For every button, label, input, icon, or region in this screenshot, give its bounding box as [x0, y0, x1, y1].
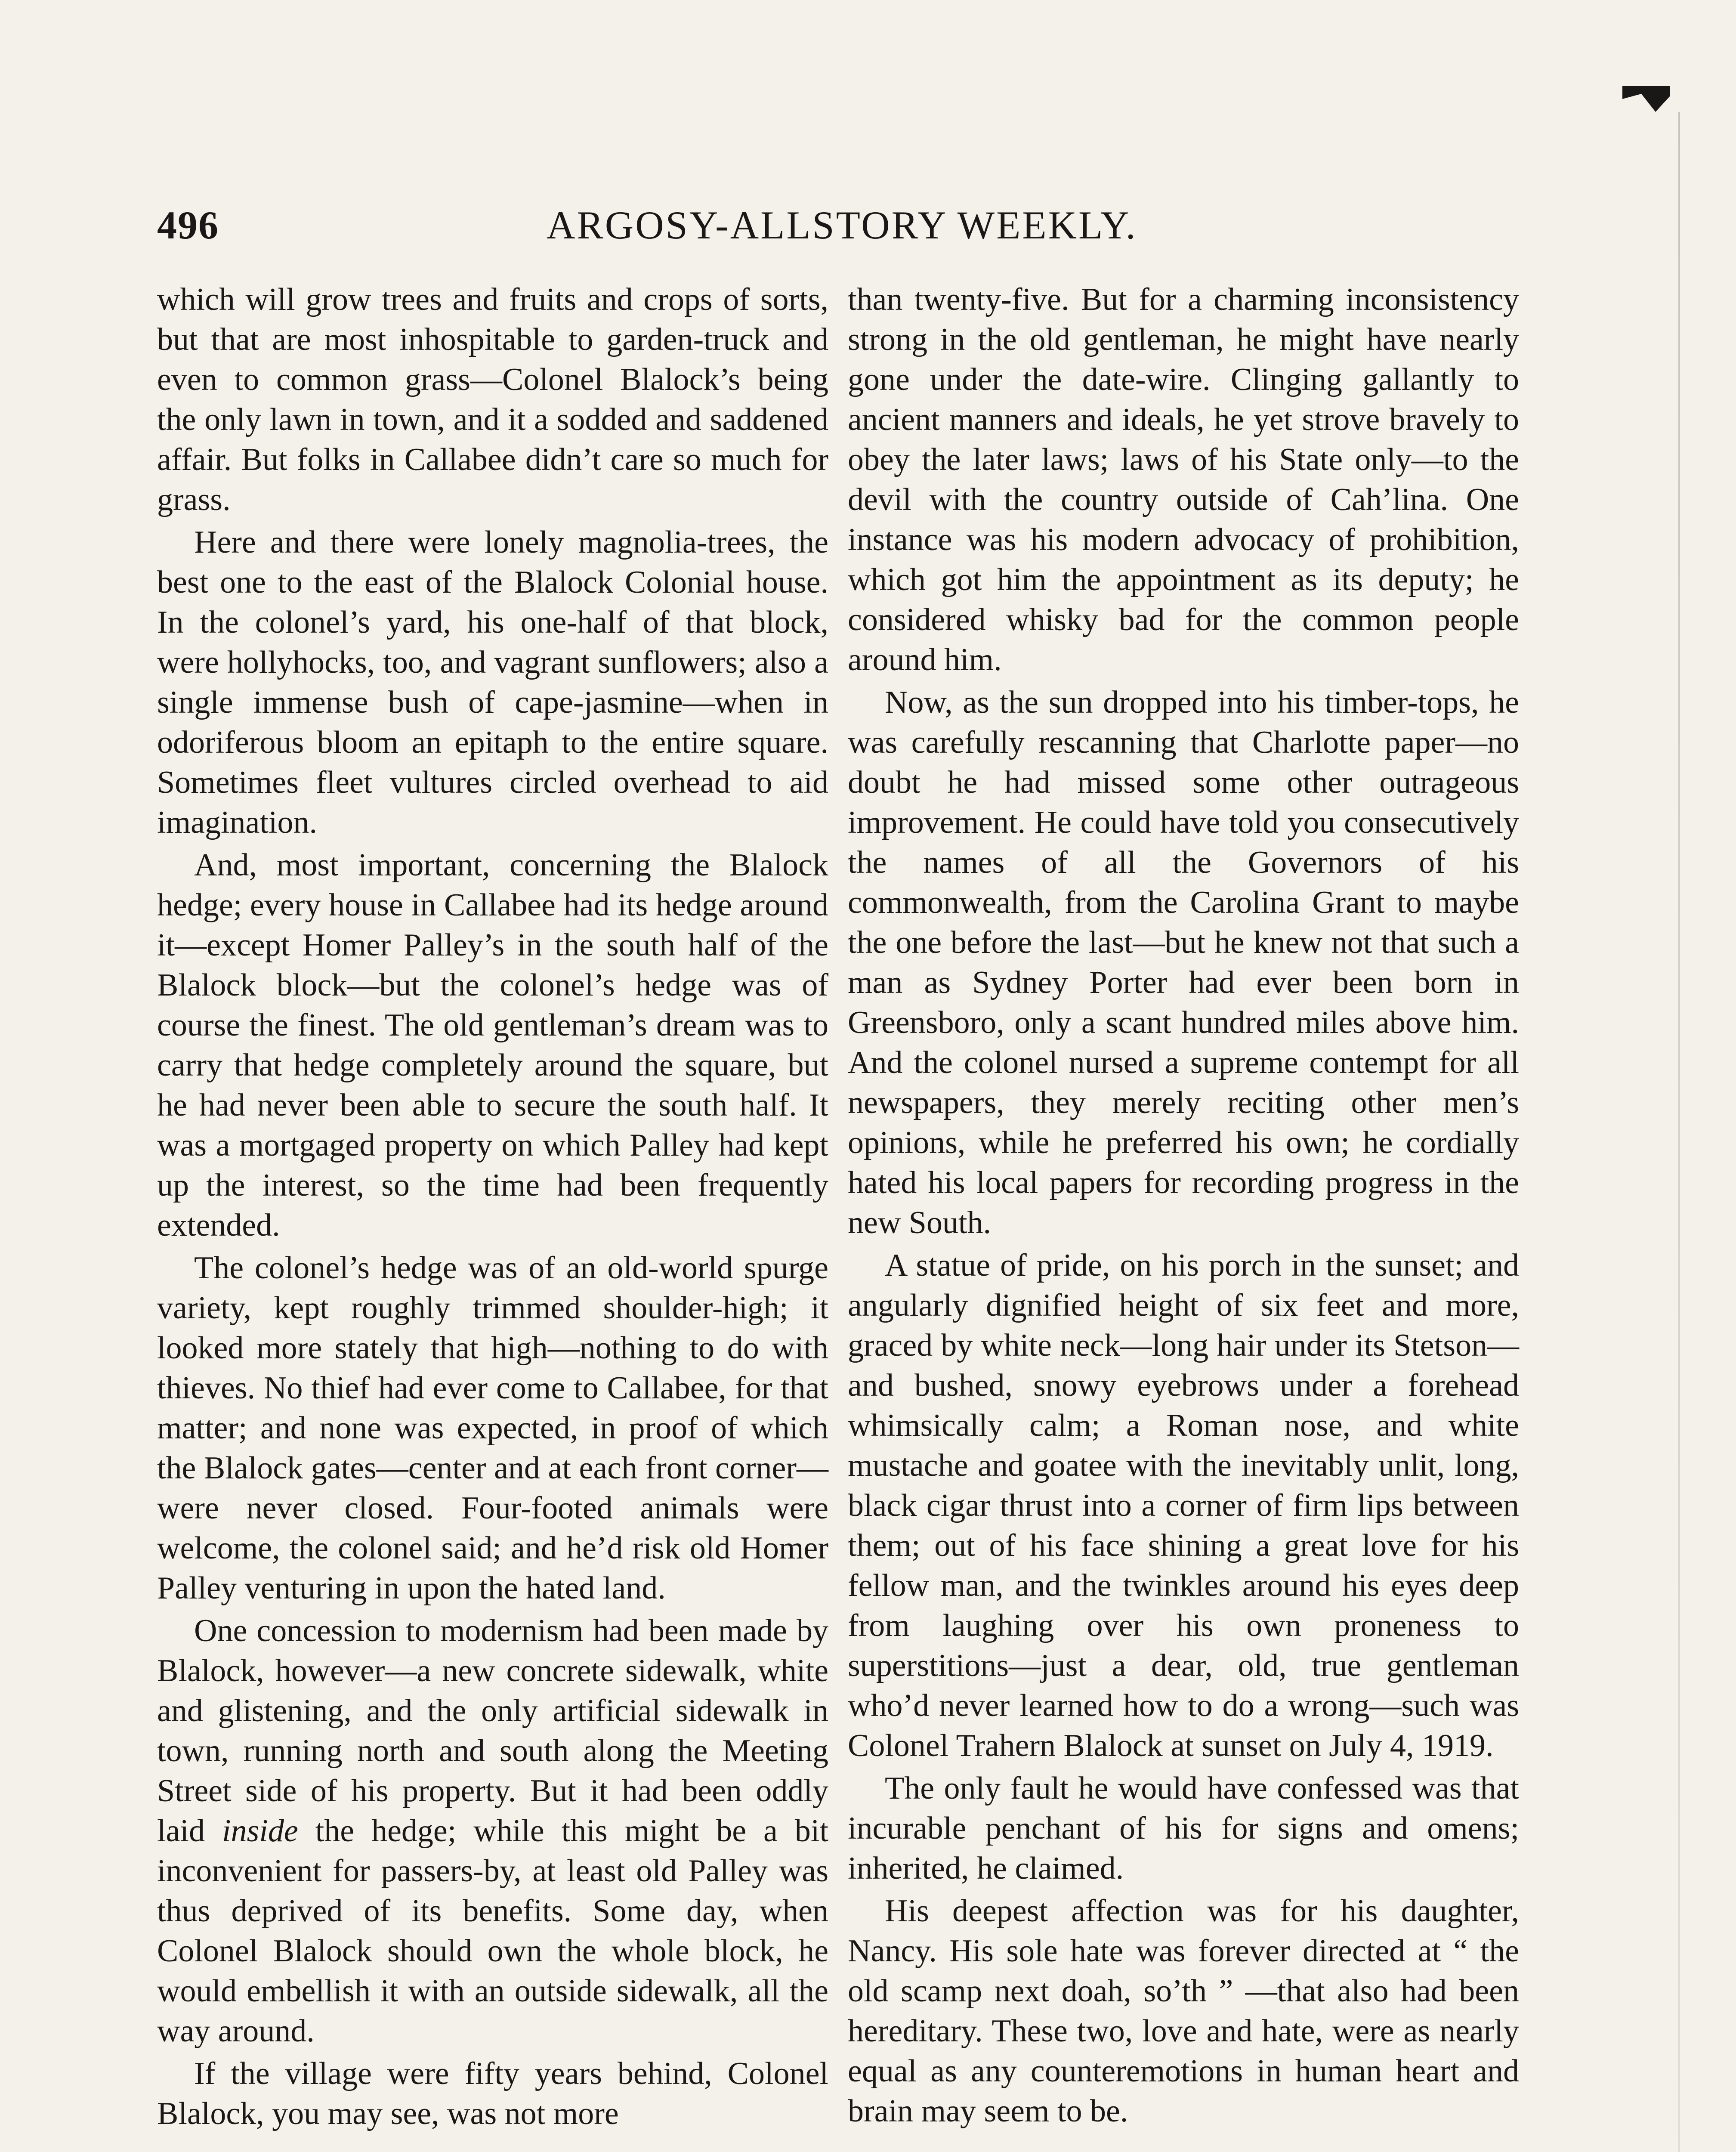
paragraph: Here and there were lonely magnolia-trees, the best one to the east of the Blalock Colonial house. In the colonel’s yard, his one-half of that block, were hollyhocks, too, and vagrant sunflowers; also a single immense bush of cape-jasmine—when in odoriferous bloom an epitaph to the entire square. Sometimes fleet vultures circled overhead to aid imagination. — [157, 525, 828, 840]
paragraph: The only fault he would have confessed was that incurable penchant of his for signs and omens; inherited, he claimed. — [848, 1771, 1519, 1886]
paragraph-text: One concession to modernism had been made by Blalock, however—a new concrete sidewalk, white and glistening, and the only artificial sidewalk in town, running north and south along the Meeting Street side of his property. But it had been oddly laid — [157, 1613, 828, 1849]
paragraph: which will grow trees and fruits and crops of sorts, but that are most inhospitable to garden-truck and even to common grass—Colonel Blalock’s being the only lawn in town, and it a sodded and saddened affair. But folks in Callabee didn’t care so much for grass. — [157, 282, 828, 517]
paragraph: Now, as the sun dropped into his timber-tops, he was carefully rescanning that Charlotte paper—no doubt he had missed some other outrageous improvement. He could have told you consecutively the names of all the Governors of his commonwealth, from the Carolina Grant to maybe the one before the last—but he knew not that such a man as Sydney Porter had ever been born in Greensboro, only a scant hundred miles above him. And the colonel nursed a supreme contempt for all newspapers, they merely reciting other men’s opinions, while he preferred his own; he cordially hated his local papers for recording progress in the new South. — [848, 685, 1519, 1240]
emphasis-text: inside — [222, 1813, 298, 1849]
running-head: ARGOSY-ALLSTORY WEEKLY. — [547, 203, 1137, 247]
page-edge-line — [1678, 112, 1680, 2152]
page-number: 496 — [157, 203, 219, 247]
paragraph: The colonel’s hedge was of an old-world spurge variety, kept roughly trimmed shoulder-high; it looked more stately that high—nothing to do with thieves. No thief had ever come to Callabee, for that matter; and none was expected, in proof of which the Blalock gates—center and at each front corner—were never closed. Four-footed animals were welcome, the colonel said; and he’d risk old Homer Palley venturing in upon the hated land. — [157, 1250, 828, 1606]
paragraph: than twenty-five. But for a charming inconsistency strong in the old gentleman, he might have nearly gone under the date-wire. Clinging gallantly to ancient manners and ideals, he yet strove bravely to obey the later laws; laws of his State only—to the devil with the country outside of Cah’lina. One instance was his modern advocacy of prohibition, which got him the appointment as its deputy; he considered whisky bad for the common people around him. — [848, 282, 1519, 677]
paragraph: His deepest affection was for his daughter, Nancy. His sole hate was forever directed at “ the old scamp next doah, so’th ” —that also had been hereditary. These two, love and hate, were as nearly equal as any counteremotions in human heart and brain may seem to be. — [848, 1893, 1519, 2129]
paragraph: If the village were fifty years behind, Colonel Blalock, you may see, was not more — [157, 2056, 828, 2131]
page-header — [157, 202, 1646, 254]
right-column — [848, 280, 1519, 2131]
paragraph: And, most important, concerning the Blalock hedge; every house in Callabee had its hedge around it—except Homer Palley’s in the south half of the Blalock block—but the colonel’s hedge was of course the finest. The old gentleman’s dream was to carry that hedge completely around the square, but he had never been able to secure the south half. It was a mortgaged property on which Palley had kept up the interest, so the time had been frequently extended. — [157, 847, 828, 1243]
paragraph: A statue of pride, on his porch in the sunset; and angularly dignified height of six feet and more, graced by white neck—long hair under its Stetson—and bushed, snowy eyebrows under a forehead whimsically calm; a Roman nose, and white mustache and goatee with the inevitably unlit, long, black cigar thrust into a corner of firm lips between them; out of his face shining a great love for his fellow man, and the twinkles around his eyes deep from laughing over his own proneness to superstitions—just a dear, old, true gentleman who’d never learned how to do a wrong—such was Colonel Trahern Blalock at sunset on July 4, 1919. — [848, 1248, 1519, 1763]
paragraph-text: the hedge; while this might be a bit inconvenient for passers-by, at least old Palley was thus deprived of its benefits. Some day, when Colonel Blalock should own the whole block, he would embellish it with an outside sidewalk, all the way around. — [157, 1813, 829, 2049]
paragraph — [157, 1611, 828, 2051]
page-edge-mark — [1622, 86, 1670, 112]
left-column — [157, 280, 828, 2134]
